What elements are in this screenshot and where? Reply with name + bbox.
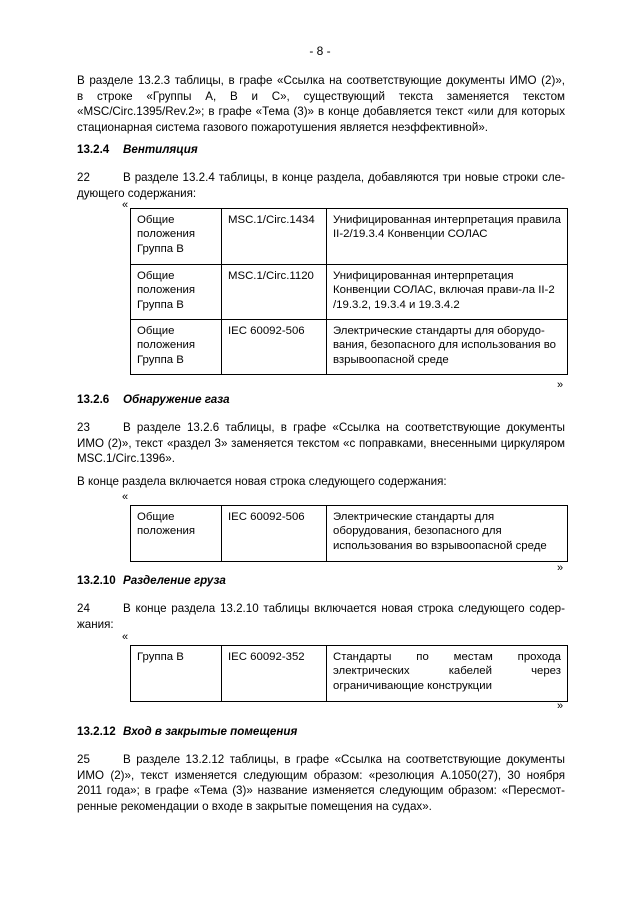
table-cell: Общие положения <box>131 506 222 562</box>
table-cell: Общие положения Группа B <box>131 265 222 320</box>
section-heading <box>77 574 226 587</box>
table-cell: Общие положения Группа B <box>131 209 222 265</box>
text-line: В разделе 13.2.3 таблицы, в графе «Ссылка на соответствующие документы ИМО (2)», <box>77 74 565 87</box>
table-ventilation <box>130 208 568 375</box>
text-line: в строке «Группы A, B и C», существующий текста заменяется текстом <box>77 89 565 103</box>
text-line: стационарная система газового пожаротушения является неэффективной». <box>77 120 489 134</box>
open-quote: « <box>122 199 129 211</box>
paragraph-number: 23 <box>77 421 90 434</box>
table-cell: Электрические стандарты для оборудования, безопасного для использования во взрывоопасной среде <box>327 506 568 562</box>
section-title: Обнаружение газа <box>123 393 230 406</box>
paragraph-number: 22 <box>77 171 90 184</box>
cell-line: ограничивающие конструкции <box>333 679 492 692</box>
intro-paragraph <box>77 73 565 135</box>
table-cell: MSC.1/Circ.1434 <box>222 209 327 265</box>
paragraph-23 <box>77 420 565 467</box>
table-row <box>131 320 568 375</box>
section-number: 13.2.4 <box>77 143 110 156</box>
text-line <box>77 170 565 186</box>
text-line: MSC.1/Circ.1396». <box>77 452 175 465</box>
table-row <box>131 209 568 265</box>
text-line: ИМО (2)», текст «раздел 3» заменяется текстом «с поправками, внесенными циркуляром <box>77 436 565 450</box>
text-line: дующего содержания: <box>77 186 197 200</box>
text-line: 2011 года»; в графе «Тема (3)» название изменяется следующим образом: «Пересмот- <box>77 784 565 797</box>
section-heading <box>77 725 297 738</box>
cell-line: Стандарты по местам прохода <box>333 651 561 663</box>
paragraph-new-row: В конце раздела включается новая строка следующего содержания: <box>77 475 447 488</box>
section-title: Вентиляция <box>123 143 198 156</box>
table-cell: Электрические стандарты для оборудо-вания, безопасного для использования во взрывоопасной среде <box>327 320 568 375</box>
page-number: - 8 - <box>309 44 331 58</box>
text-span: В конце раздела 13.2.10 таблицы включается новая строка следующего содер- <box>123 602 565 615</box>
table-cargo-separation <box>130 645 568 702</box>
table-cell: IEC 60092-506 <box>222 506 327 562</box>
paragraph-number: 25 <box>77 753 90 766</box>
text-span: В разделе 13.2.4 таблицы, в конце раздела, добавляются три новые строки сле- <box>123 171 565 184</box>
paragraph-22 <box>77 170 565 201</box>
section-heading <box>77 143 198 156</box>
section-title: Вход в закрытые помещения <box>123 725 298 738</box>
section-number: 13.2.10 <box>77 574 116 587</box>
section-heading <box>77 393 230 406</box>
text-line <box>77 601 565 617</box>
close-quote: » <box>557 700 564 712</box>
open-quote: « <box>122 631 129 643</box>
paragraph-24 <box>77 601 565 632</box>
table-row <box>131 646 568 702</box>
cell-line: электрических кабелей через <box>333 665 561 678</box>
text-line: «MSC/Circ.1395/Rev.2»; в графе «Тема (3)» в конце добавляется текст «или для которых <box>77 105 565 118</box>
section-number: 13.2.12 <box>77 725 116 738</box>
table-cell: IEC 60092-352 <box>222 646 327 702</box>
text-line <box>77 752 565 768</box>
table-cell: MSC.1/Circ.1120 <box>222 265 327 320</box>
table-row <box>131 265 568 320</box>
text-line: ИМО (2)», текст изменяется следующим образом: «резолюция A.1050(27), 30 ноября <box>77 768 565 782</box>
close-quote: » <box>557 562 564 574</box>
table-cell <box>327 646 568 702</box>
paragraph-25 <box>77 752 565 814</box>
text-span: В разделе 13.2.12 таблицы, в графе «Ссылка на соответствующие документы <box>123 753 565 766</box>
text-line <box>77 420 565 436</box>
table-cell: Унифицированная интерпретация правила II-2/19.3.4 Конвенции СОЛАС <box>327 209 568 265</box>
text-line: ренные рекомендации о входе в закрытые помещения на судах». <box>77 799 432 813</box>
paragraph-number: 24 <box>77 602 90 615</box>
table-gas-detection <box>130 505 568 562</box>
table-cell: Общие положения Группа B <box>131 320 222 375</box>
open-quote: « <box>122 491 129 503</box>
table-cell: Группа B <box>131 646 222 702</box>
text-line: жания: <box>77 617 114 631</box>
table-row <box>131 506 568 562</box>
text-span: В разделе 13.2.6 таблицы, в графе «Ссылка на соответствующие документы <box>123 421 565 434</box>
table-cell: Унифицированная интерпретация Конвенции СОЛАС, включая прави-ла II-2 /19.3.2, 19.3.4 и 19.3.4.2 <box>327 265 568 320</box>
section-number: 13.2.6 <box>77 393 110 406</box>
close-quote: » <box>557 379 564 391</box>
section-title: Разделение груза <box>123 574 226 587</box>
table-cell: IEC 60092-506 <box>222 320 327 375</box>
